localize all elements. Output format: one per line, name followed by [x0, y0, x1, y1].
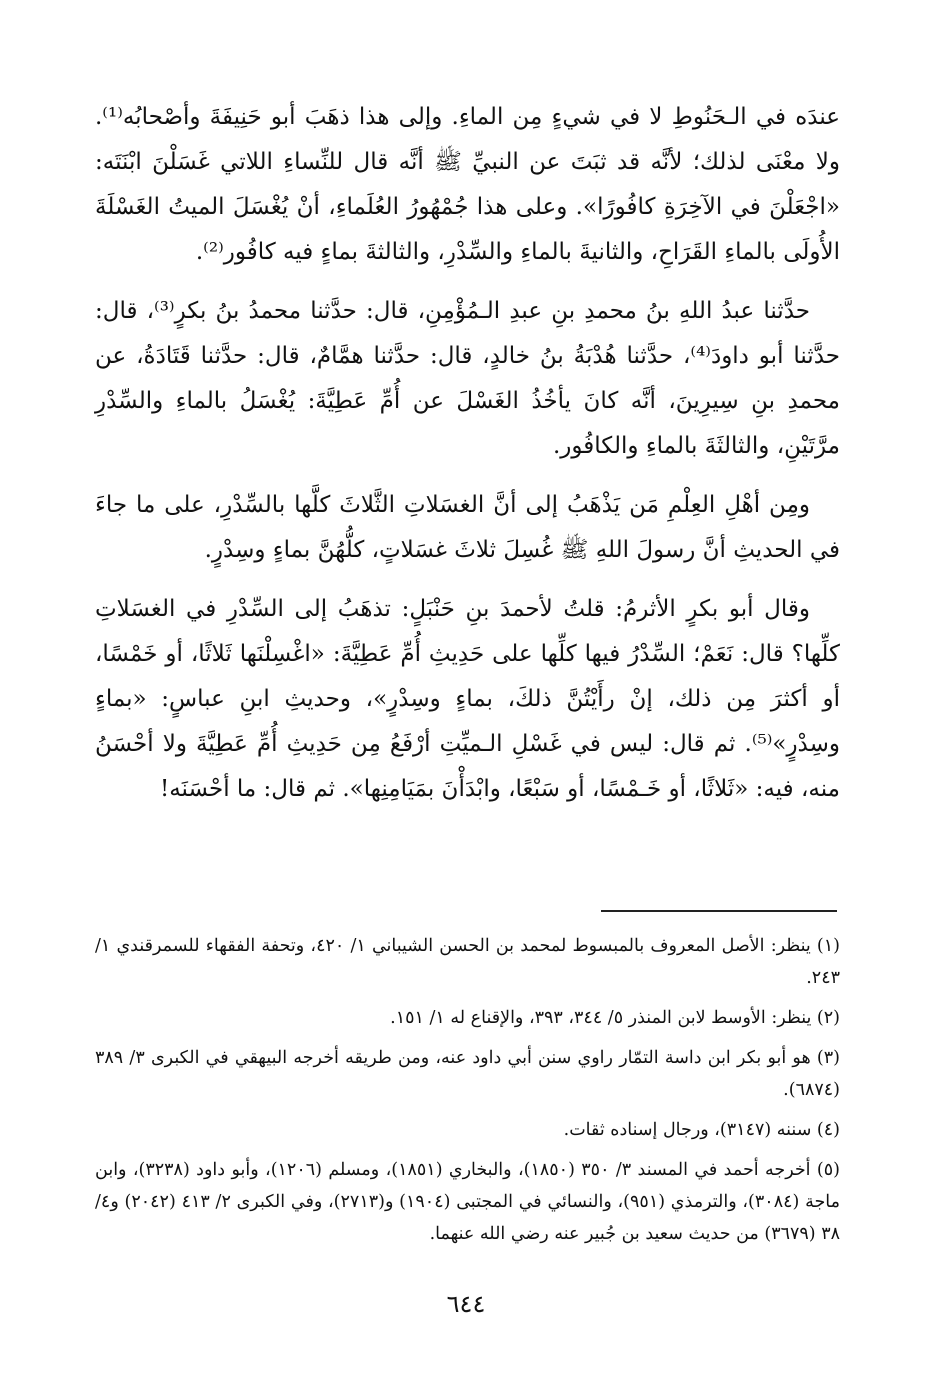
footnote: (٣) هو أبو بكر ابن داسة التمّار راوي سنن أبي داود عنه، ومن طريقه أخرجه البيهقي في الكبرى ٣/ ٣٨٩ (٦٨٧٤). — [95, 1048, 840, 1100]
page-number: ٦٤٤ — [446, 1290, 486, 1318]
body-paragraph: حدَّثنا عبدُ اللهِ بنُ محمدِ بنِ عبدِ الـمُؤْمِنِ، قال: حدَّثنا محمدُ بنُ بكرٍ⁽³⁾، قال: حدَّثنا أبو داودَ⁽⁴⁾، حدَّثنا هُدْبَةُ بنُ خالدٍ، قال: حدَّثنا همَّامٌ، قال: حدَّثنا قَتَادَةُ، عن محمدِ بنِ سِيرِينَ، أنَّه كانَ يأخُذُ الغَسْلَ عن أُمِّ عَطِيَّةَ: يُغْسَلُ بالماءِ والسِّدْرِ مرَّتَيْنِ، والثالثَةَ بالماءِ والكافُور. — [95, 298, 840, 459]
footnotes — [95, 930, 840, 1258]
body-paragraph: عندَه في الـحَنُوطِ لا في شيءٍ مِن الماءِ. وإلى هذا ذهَبَ أبو حَنِيفَةَ وأصْحابُه⁽¹⁾. ولا معْنَى لذلك؛ لأنَّه قد ثبَتَ عن النبيِّ ﷺ أنَّه قال للنِّساءِ اللاتي غَسَلْنَ ابْنَتَه: «اجْعَلْنَ في الآخِرَةِ كافُورًا». وعلى هذا جُمْهُورُ العُلَماءِ، أنْ يُغْسَلَ الميتُ الغَسْلَةَ الأُولَى بالماءِ القَرَاحِ، والثانيةَ بالماءِ والسِّدْرِ، والثالثةَ بماءٍ فيه كافُور⁽²⁾. — [95, 104, 840, 265]
footnote: (٢) ينظر: الأوسط لابن المنذر ٥/ ٣٤٤، ٣٩٣، والإقناع له ١/ ١٥١. — [390, 1008, 840, 1028]
main-text — [95, 95, 840, 826]
footnote: (١) ينظر: الأصل المعروف بالمبسوط لمحمد بن الحسن الشيباني ١/ ٤٢٠، وتحفة الفقهاء للسمرقندي ١/ ٢٤٣. — [95, 936, 840, 988]
footnote-separator — [601, 910, 837, 912]
footnote: (٥) أخرجه أحمد في المسند ٣/ ٣٥٠ (١٨٥٠)، والبخاري (١٨٥١)، ومسلم (١٢٠٦)، وأبو داود (٣٢٣٨)، وابن ماجة (٣٠٨٤)، والترمذي (٩٥١)، والنسائي في المجتبى (١٩٠٤) و(٢٧١٣)، وفي الكبرى ٢/ ٤١٣ (٢٠٤٢) و٤/ ٣٨ (٣٦٧٩) من حديث سعيد بن جُبير عنه رضي الله عنهما. — [95, 1160, 840, 1244]
body-paragraph: ومِن أهْلِ العِلْمِ مَن يَذْهَبُ إلى أنَّ الغسَلاتِ الثَّلاثَ كلَّها بالسِّدْرِ، على ما جاءَ في الحديثِ أنَّ رسولَ اللهِ ﷺ غُسِلَ ثلاثَ غسَلاتٍ، كلُّهُنَّ بماءٍ وسِدْرٍ. — [95, 492, 840, 563]
footnote: (٤) سننه (٣١٤٧)، ورجال إسناده ثقات. — [563, 1120, 840, 1140]
body-paragraph: وقال أبو بكرٍ الأثرمُ: قلتُ لأحمدَ بنِ حَنْبَلٍ: تذهَبُ إلى السِّدْرِ في الغسَلاتِ كلِّها؟ قال: نَعَمْ؛ السِّدْرُ فيها كلِّها على حَدِيثِ أُمِّ عَطِيَّةَ: «اغْسِلْنَها ثَلاثًا، أو خَمْسًا، أو أكثرَ مِن ذلك، إنْ رأَيْتُنَّ ذلكَ، بماءٍ وسِدْرٍ»، وحديثِ ابنِ عباسٍ: «بماءٍ وسِدْرٍ»⁽⁵⁾. ثم قال: ليس في غَسْلِ الـميِّتِ أرْفَعُ مِن حَدِيثِ أُمِّ عَطِيَّةَ ولا أحْسَنُ منه، فيه: «ثَلاثًا، أو خَـمْسًا، أو سَبْعًا، وابْدَأْنَ بمَيَامِنِها». ثم قال: ما أحْسَنَه! — [95, 596, 840, 802]
